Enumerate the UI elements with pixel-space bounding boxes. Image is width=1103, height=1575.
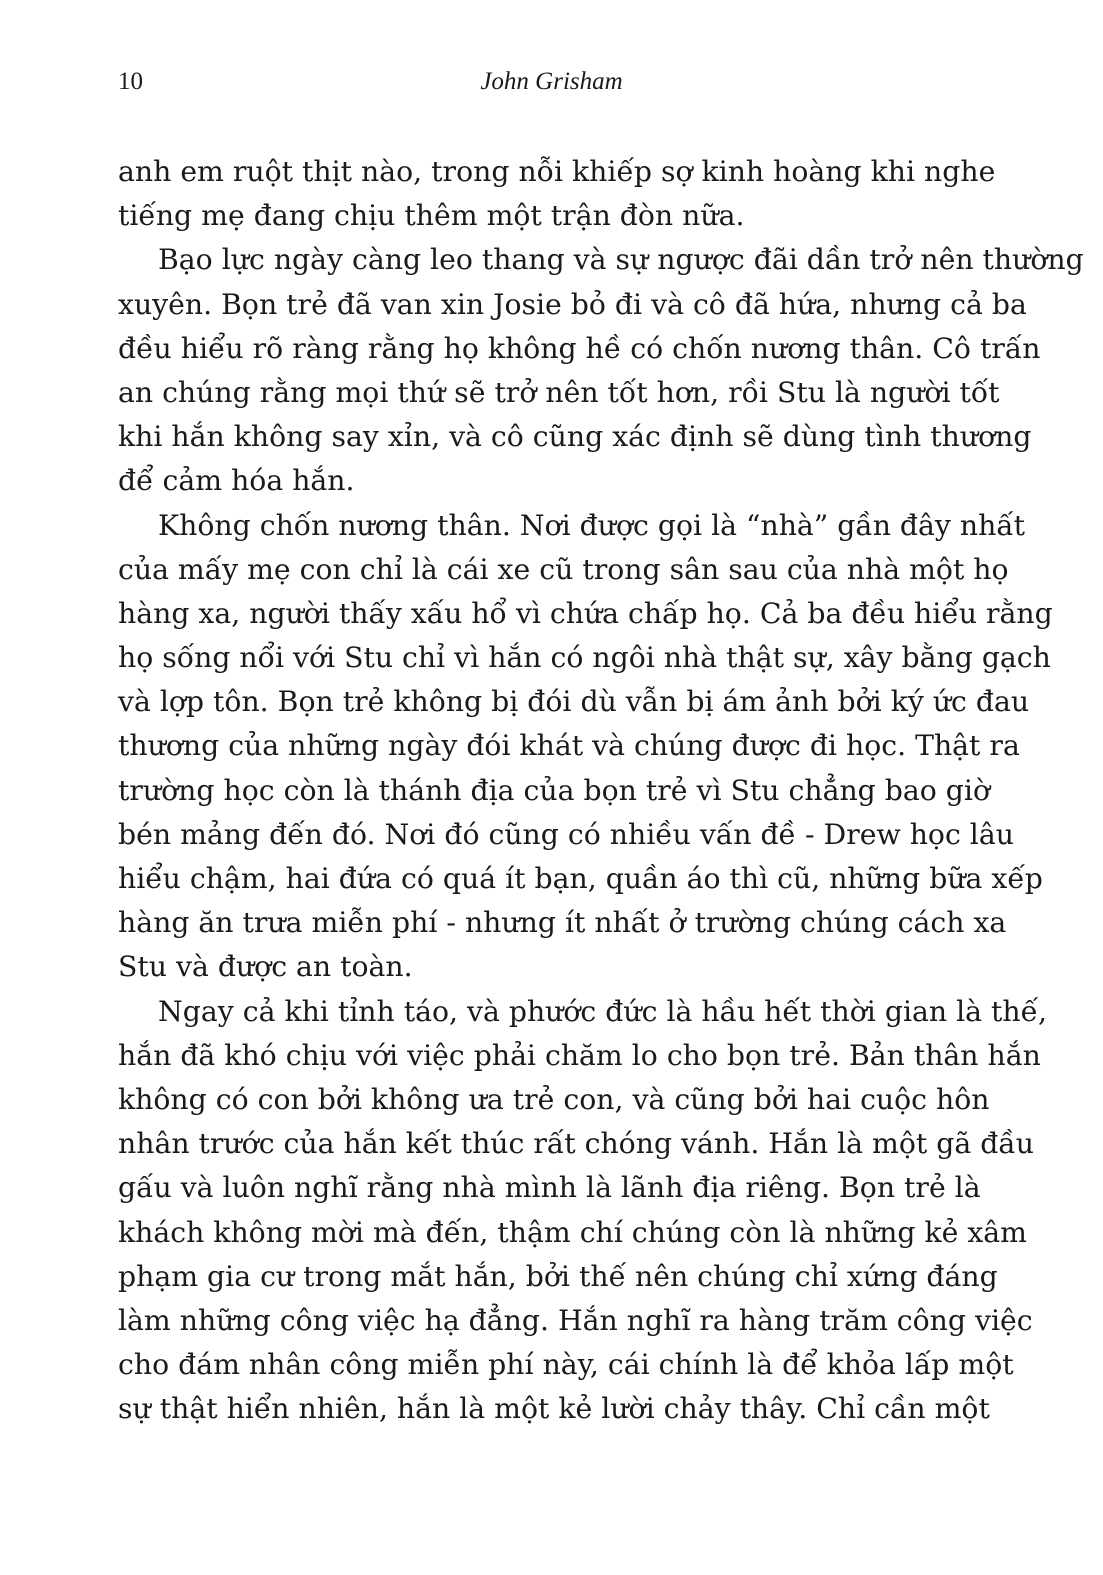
text-line: và lợp tôn. Bọn trẻ không bị đói dù vẫn bị ám ảnh bởi ký ức đau [118,685,1030,719]
text-line: sự thật hiển nhiên, hắn là một kẻ lười chảy thây. Chỉ cần một [118,1392,990,1426]
text-line: hiểu chậm, hai đứa có quá ít bạn, quần áo thì cũ, những bữa xếp [118,862,1043,895]
text-line: để cảm hóa hắn. [118,464,355,498]
text-line: hàng ăn trưa miễn phí - nhưng ít nhất ở trường chúng cách xa [118,906,1007,940]
text-line: của mấy mẹ con chỉ là cái xe cũ trong sân sau của nhà một họ [118,552,1009,586]
text-line: an chúng rằng mọi thứ sẽ trở nên tốt hơn, rồi Stu là người tốt [118,375,1000,409]
text-line: hàng xa, người thấy xấu hổ vì chứa chấp họ. Cả ba đều hiểu rằng [118,596,1053,630]
page-header [0,62,1103,102]
text-line: tiếng mẹ đang chịu thêm một trận đòn nữa. [118,199,745,233]
text-line: bén mảng đến đó. Nơi đó cũng có nhiều vấn đề - Drew học lâu [118,817,1014,851]
text-line: không có con bởi không ưa trẻ con, và cũng bởi hai cuộc hôn [118,1082,990,1116]
text-line: đều hiểu rõ ràng rằng họ không hề có chốn nương thân. Cô trấn [118,331,1041,365]
text-line: Bạo lực ngày càng leo thang và sự ngược đãi dần trở nên thường [158,243,1084,277]
text-line: thương của những ngày đói khát và chúng được đi học. Thật ra [118,729,1020,763]
text-line: khách không mời mà đến, thậm chí chúng còn là những kẻ xâm [118,1215,1028,1249]
text-line: Stu và được an toàn. [118,950,413,984]
text-line: phạm gia cư trong mắt hắn, bởi thế nên chúng chỉ xứng đáng [118,1259,998,1293]
page-number: 10 [118,68,143,95]
text-line: Không chốn nương thân. Nơi được gọi là “nhà” gần đây nhất [158,508,1026,542]
text-line: họ sống nổi với Stu chỉ vì hắn có ngôi nhà thật sự, xây bằng gạch [118,641,1051,675]
text-line: gấu và luôn nghĩ rằng nhà mình là lãnh địa riêng. Bọn trẻ là [118,1171,981,1205]
text-line: cho đám nhân công miễn phí này, cái chính là để khỏa lấp một [118,1348,1014,1382]
text-line: nhân trước của hắn kết thúc rất chóng vánh. Hắn là một gã đầu [118,1127,1034,1161]
text-line: trường học còn là thánh địa của bọn trẻ vì Stu chẳng bao giờ [118,773,990,807]
text-line: làm những công việc hạ đẳng. Hắn nghĩ ra hàng trăm công việc [118,1303,1033,1337]
text-line: Ngay cả khi tỉnh táo, và phước đức là hầu hết thời gian là thế, [158,994,1048,1028]
body-text [118,150,1084,1431]
text-line: khi hắn không say xỉn, và cô cũng xác định sẽ dùng tình thương [118,420,1032,454]
text-line: xuyên. Bọn trẻ đã van xin Josie bỏ đi và cô đã hứa, nhưng cả ba [118,287,1027,321]
running-title: John Grisham [480,68,623,95]
text-line: anh em ruột thịt nào, trong nỗi khiếp sợ kinh hoàng khi nghe [118,155,996,188]
text-line: hắn đã khó chịu với việc phải chăm lo cho bọn trẻ. Bản thân hắn [118,1038,1041,1072]
